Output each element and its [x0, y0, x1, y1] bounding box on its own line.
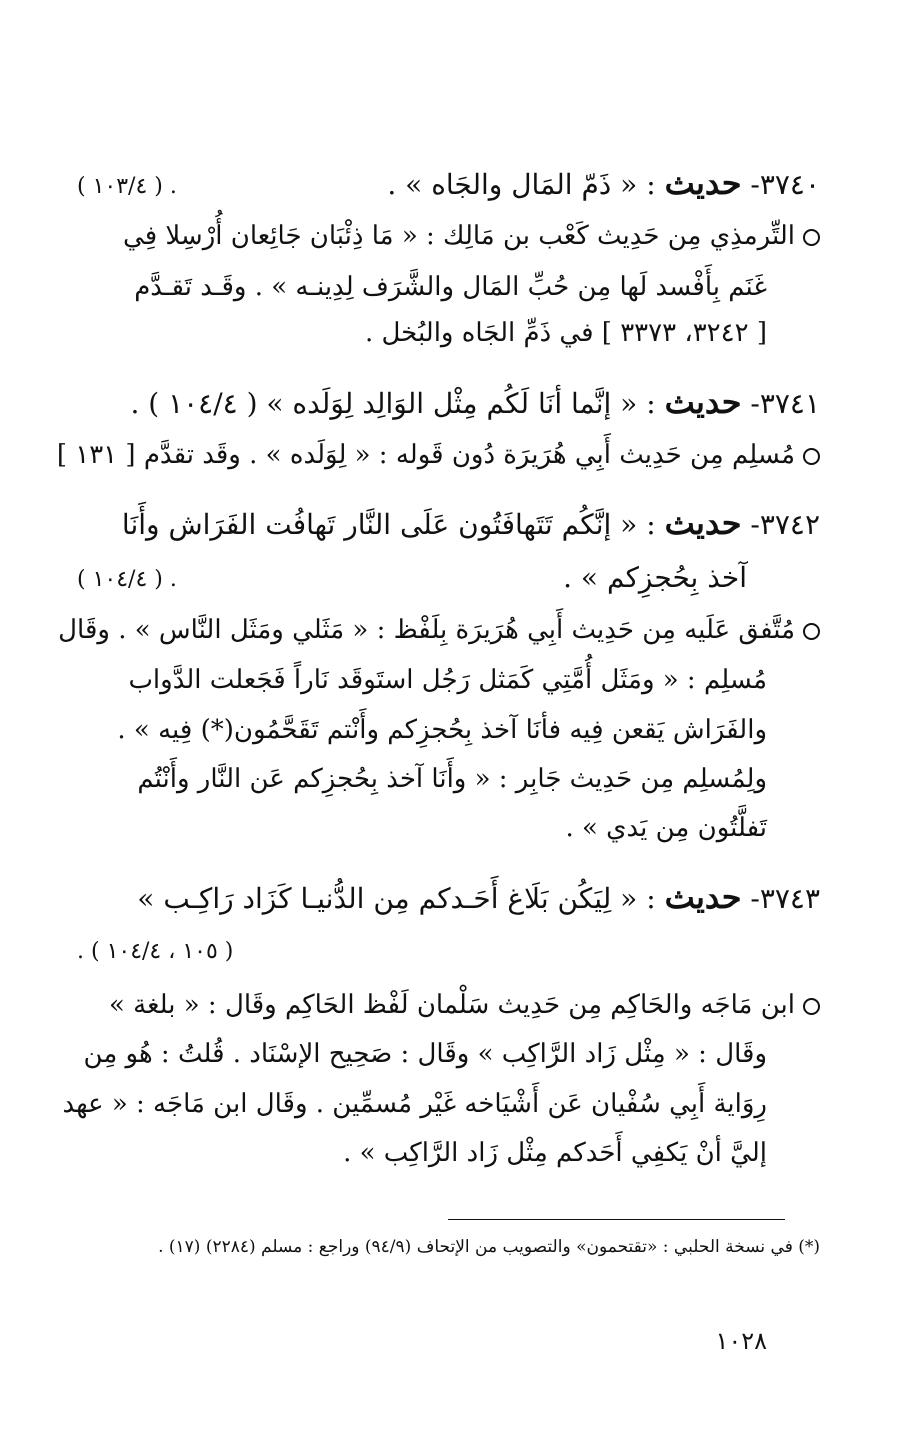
text-line: والفَرَاش يَقعن فِيه فأنَا آخذ بِحُجزِكم وأَنْتم تَقَحَّمُون(*) فِيه » . — [117, 715, 767, 745]
circle-bullet-icon — [803, 998, 820, 1015]
circle-bullet-icon — [803, 229, 820, 246]
text-line: وقَال : « مِثْل زَاد الرَّاكِب » وقَال : صَحِيح الإسْنَاد . قُلتُ : هُو مِن — [83, 1039, 767, 1069]
page-number: ١٠٢٨ — [715, 1327, 767, 1355]
hadith-reference: . ( ١٠٥ ، ١٠٤/٤ ) — [77, 939, 234, 964]
text-line: ابن مَاجَه والحَاكِم مِن حَدِيث سَلْمان لَفْظ الحَاكِم وقَال : « بلغة » — [109, 988, 820, 1022]
circle-bullet-icon — [803, 623, 820, 640]
text-line: مُسلِم مِن حَدِيث أَبِي هُرَيرَة دُون قَوله : « لِوَلَده » . وقَد تقدَّم [ ١٣١ ] — [57, 438, 820, 472]
text-line: التِّرمذِي مِن حَدِيث كَعْب بن مَالِك : « مَا ذِئْبَان جَائِعان أُرْسِلا فِي — [123, 219, 820, 253]
text-line: غَنَم بِأَفْسد لَها مِن حُبِّ المَال والشَّرَف لِدِينـه » . وقَـد تَقـدَّم — [134, 272, 767, 302]
text-line: [ ٣٢٤٢، ٣٣٧٣ ] في ذَمِّ الجَاه والبُخل . — [364, 318, 767, 348]
hadith-keyword: حديث — [664, 383, 742, 421]
hadith-heading-continuation: آخذ بِحُجزِكم » . — [563, 561, 747, 594]
hadith-keyword: حديث — [664, 878, 742, 916]
hadith-text: : « لِيَكُن بَلَاغ أَحَـدكم مِن الدُّنيـا كَزَاد رَاكِـب » — [137, 882, 656, 915]
hadith-number: ٣٧٤١- — [750, 387, 820, 420]
hadith-heading — [130, 385, 820, 421]
hadith-heading — [387, 166, 820, 202]
text-line: مُسلِم : « ومَثَل أُمَّتِي كَمَثل رَجُل استَوقَد نَاراً فَجَعلت الدَّواب — [128, 665, 767, 695]
footnote-divider — [448, 1219, 785, 1220]
hadith-number: ٣٧٤٢- — [750, 508, 820, 541]
text-line: رِوَاية أَبِي سُفْيان عَن أَشْيَاخه غَيْر مُسمِّين . وقَال ابن مَاجَه : « عهد — [62, 1089, 767, 1119]
hadith-heading — [122, 506, 820, 542]
hadith-text: : « ذَمّ المَال والجَاه » . — [387, 168, 656, 201]
hadith-number: ٣٧٤٣- — [750, 882, 820, 915]
hadith-reference: ( ١٠٤/٤ ) . — [77, 567, 177, 592]
text-line: تَفلَّتُون مِن يَدي » . — [565, 813, 767, 843]
hadith-text: : « إنَّكُم تَتَهافَتُون عَلَى النَّار تَهافُت الفَرَاش وأَنَا — [121, 508, 656, 541]
text-line: مُتَّفق عَلَيه مِن حَدِيث أَبِي هُرَيرَة بِلَفْظ : « مَثَلي ومَثَل النَّاس » . وقَال — [58, 613, 820, 647]
hadith-keyword: حديث — [664, 164, 742, 202]
hadith-keyword: حديث — [664, 504, 742, 542]
hadith-number: ٣٧٤٠- — [750, 168, 820, 201]
text-line: ولِمُسلِم مِن حَدِيث جَابِر : « وأَنَا آخذ بِحُجزِكم عَن النَّار وأَنْتُم — [137, 764, 767, 794]
hadith-reference: ( ١٠٣/٤ ) . — [77, 174, 177, 199]
hadith-text: : « إنَّما أنَا لَكُم مِثْل الوَالِد لِوَلَده » ( ١٠٤/٤ ) . — [130, 387, 656, 420]
circle-bullet-icon — [803, 448, 820, 465]
footnote: (*) في نسخة الحلبي : «تقتحمون» والتصويب من الإتحاف (٩٤/٩) وراجع : مسلم (٢٢٨٤) (١٧) . — [158, 1237, 820, 1257]
hadith-heading — [137, 880, 820, 916]
text-line: إليَّ أنْ يَكفِي أَحَدكم مِثْل زَاد الرَّاكِب » . — [343, 1138, 767, 1168]
